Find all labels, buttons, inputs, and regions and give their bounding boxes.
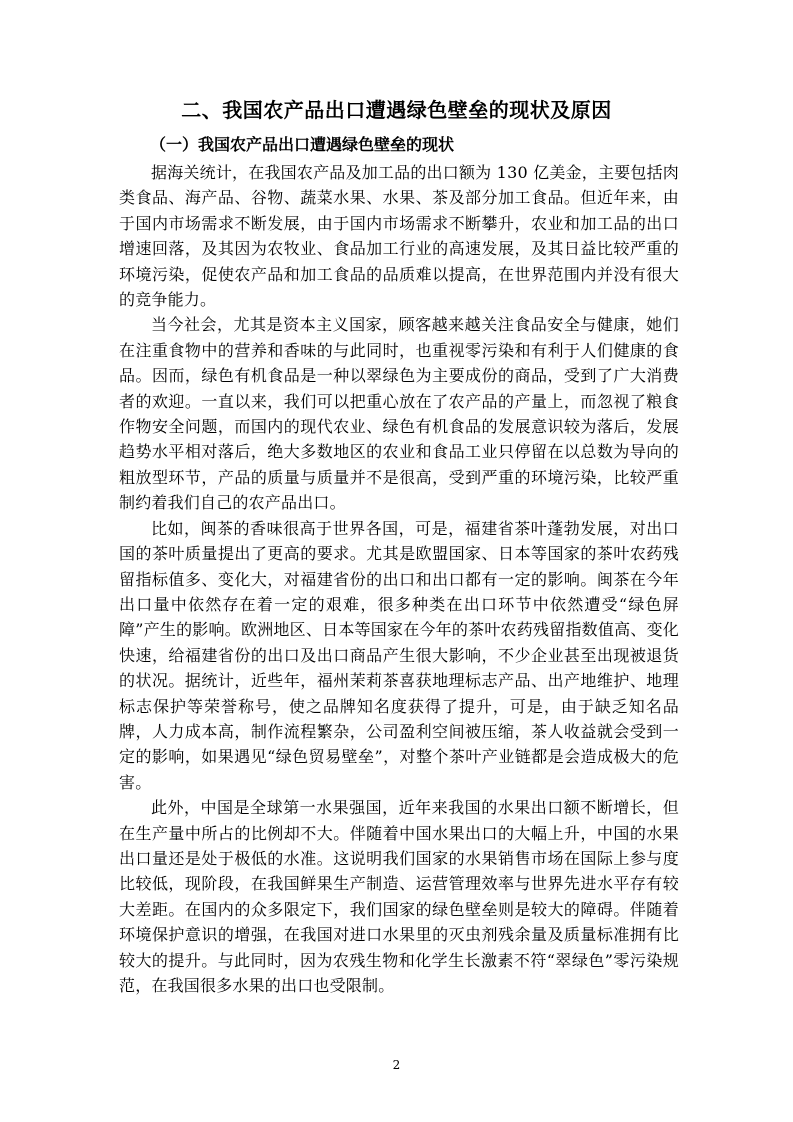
paragraph-customs-statistics: 据海关统计，在我国农产品及加工品的出口额为 130 亿美金，主要包括肉类食品、海产品、谷物、蔬菜水果、水果、茶及部分加工食品。但近年来，由于国内市场需求不断发展，由于国内市场需求不断攀升，农业和加工品的出口增速回落，及其因为农牧业、食品加工行业的高速发展，及其日益比较严重的环境污染，促使农产品和加工食品的品质难以提高，在世界范围内并没有很大的竞争能力。	[119, 163, 679, 310]
paragraph-fruit-export: 此外，中国是全球第一水果强国，近年来我国的水果出口额不断增长，但在生产量中所占的比例却不大。伴随着中国水果出口的大幅上升，中国的水果出口量还是处于极低的水准。这说明我们国家的水果销售市场在国际上参与度比较低，现阶段，在我国鲜果生产制造、运营管理效率与世界先进水平存有较大差距。在国内的众多限定下，我们国家的绿色壁垒则是较大的障碍。伴随着环境保护意识的增强，在我国对进口水果里的灭虫剂残余量及质量标准拥有比较大的提升。与此同时，因为农残生物和化学生长激素不符“翠绿色”零污染规范，在我国很多水果的出口也受限制。	[119, 798, 679, 995]
body-text	[119, 160, 679, 998]
paragraph-green-food-demand: 当今社会，尤其是资本主义国家，顾客越来越关注食品安全与健康，她们在注重食物中的营养和香味的与此同时，也重视零污染和有利于人们健康的食品。因而，绿色有机食品是一种以翠绿色为主要成份的商品，受到了广大消费者的欢迎。一直以来，我们可以把重心放在了农产品的产量上，而忽视了粮食作物安全问题，而国内的现代农业、绿色有机食品的发展意识较为落后，发展趋势水平相对落后，绝大多数地区的农业和食品工业只停留在以总数为导向的粗放型环节，产品的质量与质量并不是很高，受到严重的环境污染，比较严重制约着我们自己的农产品出口。	[119, 315, 679, 513]
page-number: 2	[392, 1058, 401, 1072]
section-heading: 二、我国农产品出口遭遇绿色壁垒的现状及原因	[181, 98, 612, 122]
subsection-heading: （一）我国农产品出口遭遇绿色壁垒的现状	[150, 135, 455, 154]
paragraph-fujian-tea: 比如，闽茶的香味很高于世界各国，可是，福建省茶叶蓬勃发展，对出口国的茶叶质量提出了更高的要求。尤其是欧盟国家、日本等国家的茶叶农药残留指标值多、变化大，对福建省份的出口和出口都有一定的影响。闽茶在今年出口量中依然存在着一定的艰难，很多种类在出口环节中依然遭受“绿色屏障”产生的影响。欧洲地区、日本等国家在今年的茶叶农药残留指数值高、变化快速，给福建省份的出口及出口商品产生很大影响，不少企业甚至出现被退货的状况。据统计，近些年，福州茉莉茶喜获地理标志产品、出产地维护、地理标志保护等荣誉称号，使之品牌知名度获得了提升，可是，由于缺乏知名品牌，人力成本高，制作流程繁杂，公司盈利空间被压缩，茶人收益就会受到一定的影响，如果遇见“绿色贸易壁垒”，对整个茶叶产业链都是会造成极大的危害。	[119, 518, 679, 792]
